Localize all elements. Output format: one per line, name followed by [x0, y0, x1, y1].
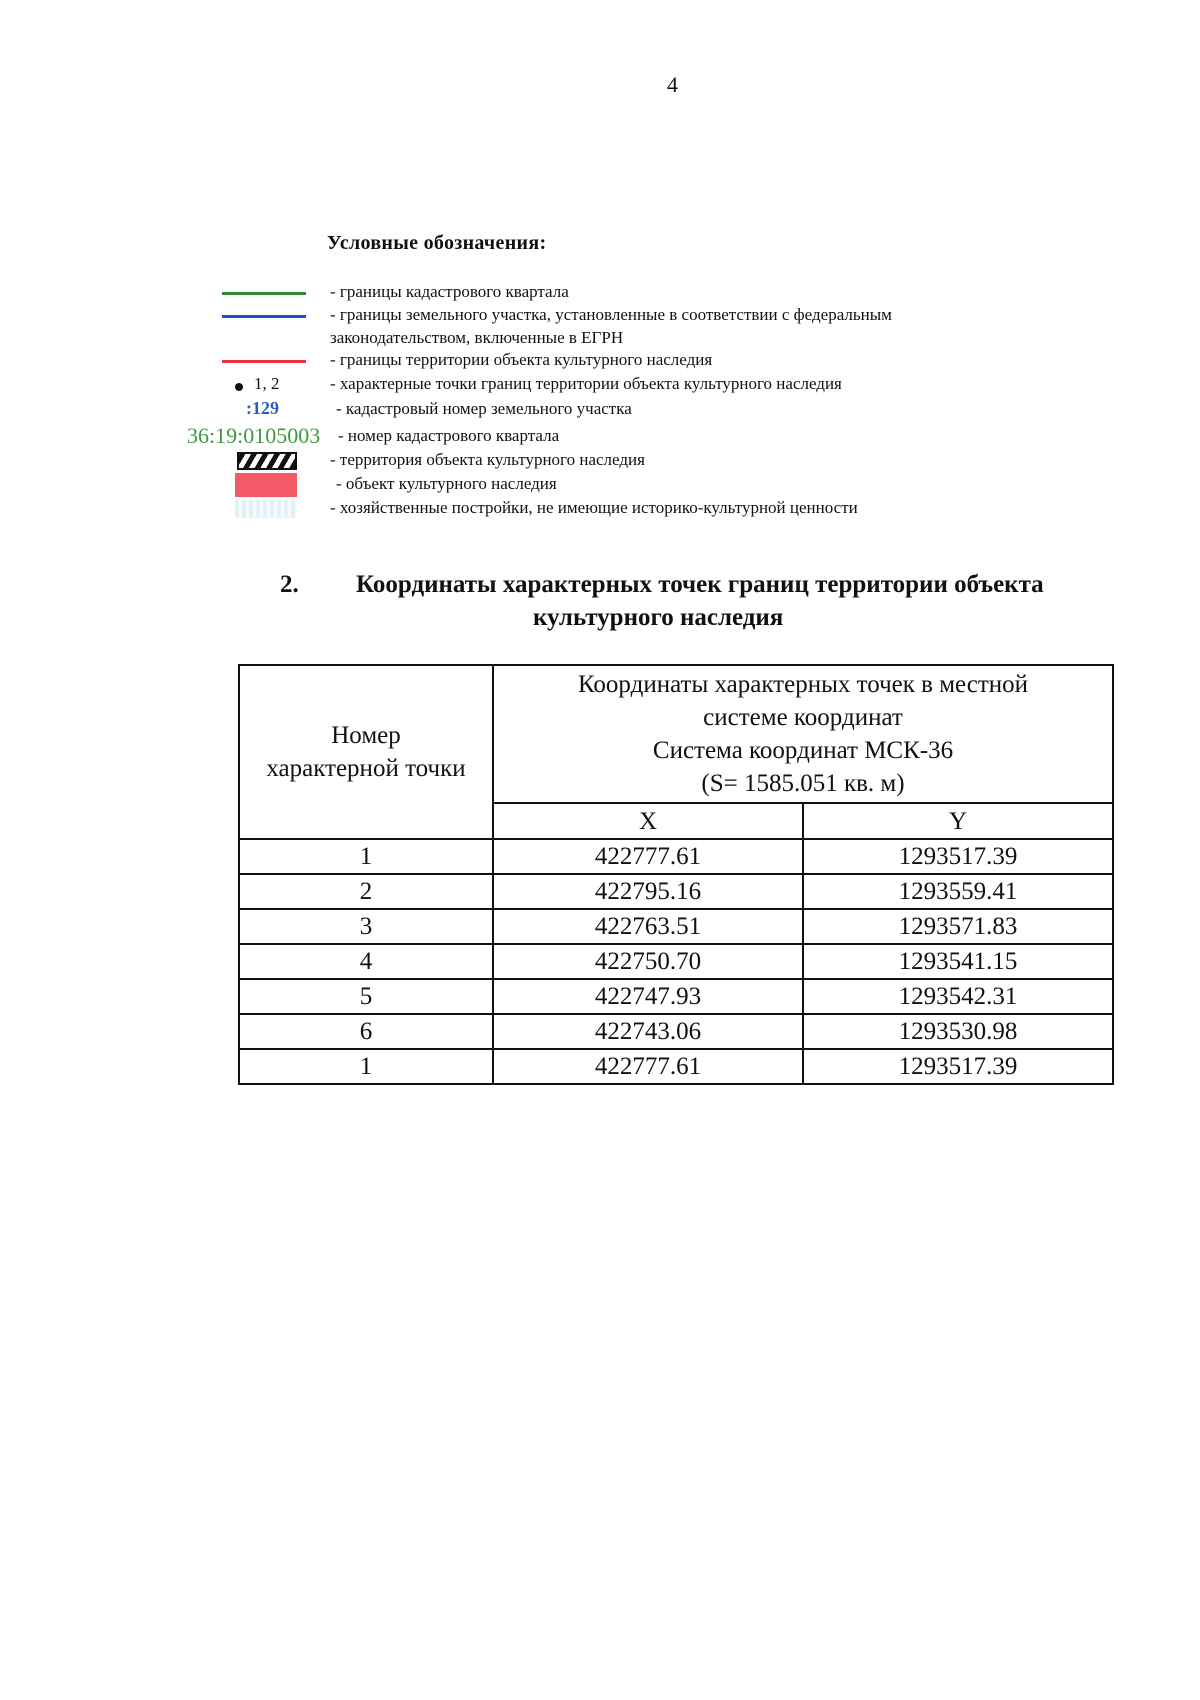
y-cell: 1293541.15 [803, 944, 1113, 979]
characteristic-point-label: 1, 2 [254, 374, 280, 393]
legend-title: Условные обозначения: [327, 232, 547, 254]
point-number-cell: 1 [239, 1049, 493, 1084]
page-number: 4 [667, 72, 678, 97]
point-number-cell: 1 [239, 839, 493, 874]
y-cell: 1293530.98 [803, 1014, 1113, 1049]
heritage-object-swatch [235, 473, 297, 497]
x-cell: 422747.93 [493, 979, 803, 1014]
coordinates-header-line-3: Система координат МСК-36 [652, 737, 954, 764]
point-number-header [239, 665, 493, 839]
y-cell: 1293559.41 [803, 874, 1113, 909]
legend-item-text: - границы земельного участка, установленные в соответствии с федеральным [330, 305, 892, 324]
x-cell: 422777.61 [493, 1049, 803, 1084]
coordinates-table [238, 664, 1114, 1085]
parcel-number-symbol: :129 [246, 398, 279, 418]
point-number-cell: 3 [239, 909, 493, 944]
characteristic-point-dot-icon [235, 383, 243, 391]
heritage-territory-hatch-swatch [237, 452, 297, 470]
table-row [239, 944, 1113, 979]
y-cell: 1293517.39 [803, 839, 1113, 874]
legend-item-text: - хозяйственные постройки, не имеющие историко-культурной ценности [330, 498, 858, 517]
y-column-header: Y [803, 803, 1113, 839]
cadastral-quarter-boundary-swatch [222, 292, 306, 295]
legend-item-text: - границы территории объекта культурного наследия [330, 350, 713, 369]
land-plot-boundary-swatch [222, 315, 306, 318]
outbuildings-swatch [235, 500, 297, 518]
point-number-cell: 4 [239, 944, 493, 979]
coordinates-header-line-4: (S= 1585.051 кв. м) [701, 770, 905, 797]
x-cell: 422777.61 [493, 839, 803, 874]
section-number: 2. [280, 571, 299, 598]
coordinates-header-line-1: Координаты характерных точек в местной [578, 671, 1029, 698]
legend-item-text: - границы кадастрового квартала [330, 282, 569, 301]
table-row [239, 1049, 1113, 1084]
coordinates-header-line-2: системе координат [703, 704, 903, 731]
x-cell: 422763.51 [493, 909, 803, 944]
y-cell: 1293571.83 [803, 909, 1113, 944]
coordinates-header [493, 665, 1113, 803]
y-cell: 1293542.31 [803, 979, 1113, 1014]
table-row [239, 839, 1113, 874]
legend-item-text: - характерные точки границ территории объекта культурного наследия [330, 374, 842, 393]
table-row [239, 1014, 1113, 1049]
heritage-territory-boundary-swatch [222, 360, 306, 363]
section-title-line-1: Координаты характерных точек границ территории объекта [356, 571, 1044, 598]
x-cell: 422743.06 [493, 1014, 803, 1049]
point-number-cell: 2 [239, 874, 493, 909]
table-row [239, 909, 1113, 944]
point-number-cell: 5 [239, 979, 493, 1014]
table-row [239, 874, 1113, 909]
point-number-header-line-1: Номер [331, 722, 401, 749]
table-row [239, 979, 1113, 1014]
legend-item-text: - объект культурного наследия [336, 474, 557, 493]
legend-item-text: - территория объекта культурного наследия [330, 450, 645, 469]
section-title-line-2: культурного наследия [533, 604, 784, 631]
point-number-header-line-2: характерной точки [266, 755, 466, 782]
x-column-header: X [493, 803, 803, 839]
quarter-number-symbol: 36:19:0105003 [187, 423, 321, 448]
legend-item-text: - номер кадастрового квартала [338, 426, 560, 445]
x-cell: 422750.70 [493, 944, 803, 979]
point-number-cell: 6 [239, 1014, 493, 1049]
x-cell: 422795.16 [493, 874, 803, 909]
y-cell: 1293517.39 [803, 1049, 1113, 1084]
legend-item-text: - кадастровый номер земельного участка [336, 399, 632, 418]
legend-item-text-continued: законодательством, включенные в ЕГРН [330, 328, 624, 347]
